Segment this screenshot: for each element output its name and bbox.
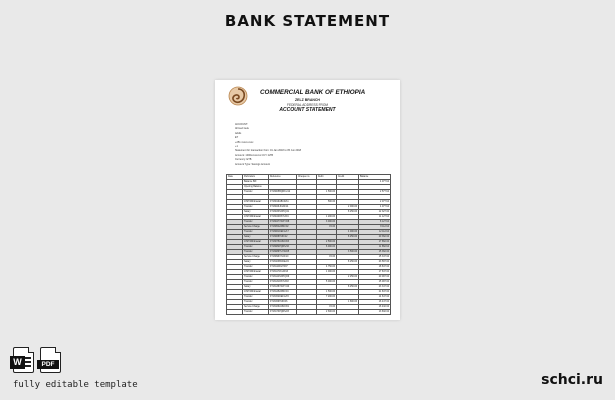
table-cell: 3 000.00: [317, 220, 337, 225]
caption: fully editable template: [13, 380, 138, 390]
table-cell: FT18166LMNO/01: [269, 305, 297, 310]
table-header-cell: Credit: [337, 175, 359, 180]
table-cell: 8 112.64: [359, 225, 391, 230]
table-cell: 13 832.64: [359, 310, 391, 315]
pdf-document-icon: [40, 347, 61, 373]
word-letter: W: [10, 356, 25, 369]
table-cell: 12 327.64: [359, 210, 391, 215]
table-cell: 500.00: [317, 200, 337, 205]
table-cell: FT18138VWXY/20: [269, 285, 297, 290]
table-cell: FT18159HIJK/06: [269, 300, 297, 305]
info-line: +1: [235, 145, 238, 149]
table-cell: 8 250.00: [337, 210, 359, 215]
table-cell: Salary: [243, 210, 269, 215]
word-document-icon: [13, 347, 34, 373]
table-cell: 6 000.00: [317, 245, 337, 250]
table-header-cell: Particulars: [243, 175, 269, 180]
table-cell: Salary: [243, 260, 269, 265]
table-cell: Service Charge: [243, 225, 269, 230]
table-cell: ATM Withdrawal: [243, 240, 269, 245]
table-cell: FT18040RSTU/19: [269, 215, 297, 220]
table-cell: Transfer: [243, 310, 269, 315]
table-row: [227, 310, 391, 315]
table-cell: FT18131RSTU/18: [269, 280, 297, 285]
table-cell: 23 347.64: [359, 285, 391, 290]
table-cell: 8 250.00: [337, 285, 359, 290]
table-cell: FT18054ZABC/02: [269, 225, 297, 230]
table-cell: Transfer: [243, 190, 269, 195]
table-cell: [337, 310, 359, 315]
table-cell: Salary: [243, 285, 269, 290]
info-line: Ahmed Getu: [235, 127, 250, 131]
table-cell: 11 127.64: [359, 215, 391, 220]
table-cell: 16 432.64: [359, 305, 391, 310]
table-cell: ATM Withdrawal: [243, 270, 269, 275]
table-cell: 8 250.00: [337, 235, 359, 240]
table-cell: [227, 310, 243, 315]
table-cell: 2 077.64: [359, 200, 391, 205]
table-cell: 15.00: [317, 305, 337, 310]
info-line: Account Type: Savings Account: [235, 162, 270, 166]
statement-document: [215, 80, 400, 320]
table-cell: Transfer: [243, 280, 269, 285]
table-cell: Balance B/F: [243, 180, 269, 185]
table-header-cell: Cheque no.: [297, 175, 317, 180]
table-cell: Service Charge: [243, 255, 269, 260]
info-line: Currency: ETB: [235, 158, 252, 162]
table-cell: 15 347.64: [359, 255, 391, 260]
address-line: FEDERAL ADDRESS FROM: [287, 102, 328, 107]
table-cell: Salary: [243, 235, 269, 240]
table-cell: 18 847.64: [359, 265, 391, 270]
table-cell: 2 577.64: [359, 190, 391, 195]
table-cell: FT18005BQRKL/12: [269, 190, 297, 195]
table-cell: FT18089TUVW/05: [269, 250, 297, 255]
table-cell: 2 000.00: [337, 205, 359, 210]
info-line: ET: [235, 136, 239, 140]
table-cell: FT18152DEFG/15: [269, 295, 297, 300]
table-cell: Transfer: [243, 275, 269, 280]
table-cell: 4 000.00: [337, 230, 359, 235]
pdf-label: PDF: [37, 360, 59, 369]
info-line: ACCOUNT:: [235, 123, 248, 126]
table-cell: 5 000.00: [317, 280, 337, 285]
table-cell: Transfer: [243, 245, 269, 250]
table-header-cell: Debit: [317, 175, 337, 180]
table-cell: FT18026JKLM/14: [269, 205, 297, 210]
table-cell: FT18124NOPQ/09: [269, 275, 297, 280]
table-cell: 20 097.64: [359, 275, 391, 280]
table-header-cell: Reference: [269, 175, 297, 180]
table-cell: ATM Withdrawal: [243, 290, 269, 295]
table-cell: Transfer: [243, 230, 269, 235]
table-cell: 20 362.64: [359, 235, 391, 240]
table-cell: Service Charge: [243, 305, 269, 310]
table-cell: 8 250.00: [337, 260, 359, 265]
table-cell: 4 077.64: [359, 180, 391, 185]
table-cell: 15 097.64: [359, 280, 391, 285]
table-cell: FT18068HIJK/22: [269, 235, 297, 240]
table-cell: Transfer: [243, 205, 269, 210]
table-cell: FT18061DEFG/17: [269, 230, 297, 235]
table-cell: FT18075LMNO/03: [269, 240, 297, 245]
table-cell: FT18117JKLM/13: [269, 270, 297, 275]
table-cell: FT18047VWXY/08: [269, 220, 297, 225]
table-cell: FT18110FGHI/07: [269, 265, 297, 270]
table-cell: 15.00: [317, 225, 337, 230]
table-cell: 4 077.64: [359, 205, 391, 210]
table-cell: Transfer: [243, 300, 269, 305]
table-cell: FT18082PQRS/16: [269, 245, 297, 250]
site-brand: schci.ru: [541, 372, 603, 388]
table-cell: Opening Balance: [243, 185, 269, 190]
table-cell: 1 500.00: [317, 190, 337, 195]
table-cell: [297, 310, 317, 315]
statement-title: ACCOUNT STATEMENT: [279, 107, 336, 113]
table-cell: 1 200.00: [317, 215, 337, 220]
table-cell: 15.00: [317, 255, 337, 260]
table-cell: 14 647.64: [359, 295, 391, 300]
info-line: Statement for transaction from: 01 Jan 2018 to 05 Jun 2018: [235, 149, 302, 153]
table-cell: 15 362.64: [359, 250, 391, 255]
table-cell: 17 862.64: [359, 240, 391, 245]
table-cell: FT18145ZABC/04: [269, 290, 297, 295]
table-cell: 1 800.00: [337, 300, 359, 305]
table-header-cell: Balance: [359, 175, 391, 180]
table-cell: Transfer: [243, 250, 269, 255]
table-cell: 8 127.64: [359, 220, 391, 225]
page-title: BANK STATEMENT: [224, 12, 391, 30]
format-icons: [13, 347, 61, 373]
table-cell: 17 847.64: [359, 270, 391, 275]
table-cell: ATM Withdrawal: [243, 200, 269, 205]
table-cell: FT18173PQRS/23: [269, 310, 297, 315]
table-cell: 4 750.00: [317, 265, 337, 270]
table-cell: FT18103BCDE/24: [269, 260, 297, 265]
table-cell: 11 862.64: [359, 245, 391, 250]
table-cell: 2 250.00: [337, 275, 359, 280]
table-cell: 7 200.00: [317, 295, 337, 300]
table-cell: FT18096XYZA/10: [269, 255, 297, 260]
table-cell: Transfer: [243, 295, 269, 300]
table-cell: 16 447.64: [359, 300, 391, 305]
table-cell: 21 847.64: [359, 290, 391, 295]
table-cell: 12 112.64: [359, 230, 391, 235]
table-cell: 1 500.00: [317, 290, 337, 295]
table-cell: Transfer: [243, 265, 269, 270]
table-cell: 3 500.00: [337, 250, 359, 255]
info-line: +251 xxxxx-xxxx: [235, 140, 254, 144]
branch-name: ZELZ BRANCH: [295, 98, 320, 102]
account-info: [235, 123, 301, 167]
info-line: Addis: [235, 131, 242, 135]
table-cell: 2 500.00: [317, 240, 337, 245]
transactions-table: [226, 174, 391, 315]
table-cell: FT18033NOPQ/21: [269, 210, 297, 215]
table-cell: 1 000.00: [317, 270, 337, 275]
info-line: Account: 1000xxxxxxxx CCY: ETB: [235, 153, 274, 157]
table-cell: Transfer: [243, 220, 269, 225]
table-cell: ATM Withdrawal: [243, 215, 269, 220]
table-header-cell: Date: [227, 175, 243, 180]
bank-name: COMMERCIAL BANK OF ETHIOPIA: [260, 89, 366, 96]
table-cell: 23 597.64: [359, 260, 391, 265]
table-cell: 2 600.00: [317, 310, 337, 315]
table-cell: FT18019ABCD/11: [269, 200, 297, 205]
